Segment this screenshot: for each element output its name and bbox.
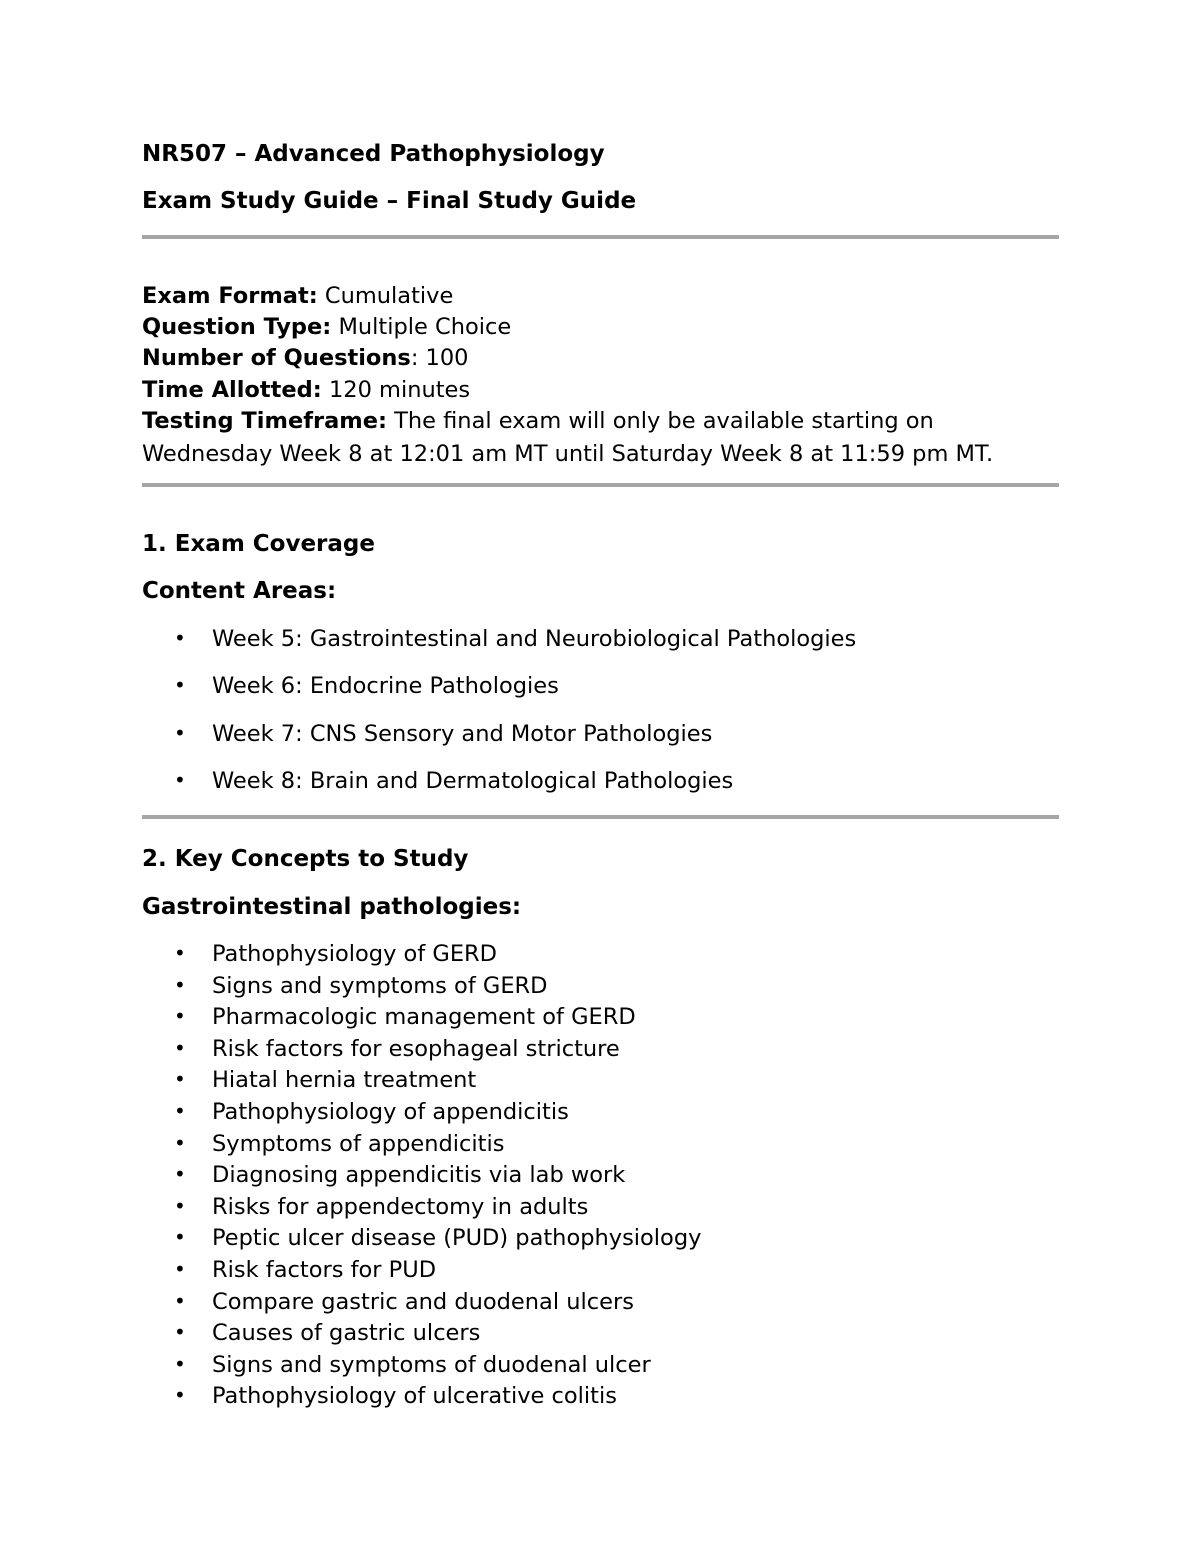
- list-item-text: Pathophysiology of GERD: [212, 941, 498, 967]
- bullet-icon: •: [174, 1351, 186, 1376]
- list-item-text: Hiatal hernia treatment: [212, 1067, 477, 1094]
- exam-format-value: Cumulative: [324, 283, 454, 309]
- bullet-icon: •: [174, 1257, 186, 1281]
- list-item-text: Pathophysiology of appendicitis: [212, 1099, 569, 1125]
- bullet-icon: •: [174, 626, 186, 650]
- testing-timeframe-label: Testing Timeframe:: [142, 408, 387, 434]
- list-item-text: Week 6: Endocrine Pathologies: [212, 673, 559, 700]
- bullet-icon: •: [174, 1162, 186, 1187]
- list-item-text: Signs and symptoms of duodenal ulcer: [212, 1351, 651, 1378]
- bullet-icon: •: [174, 1099, 186, 1123]
- bullet-icon: •: [174, 972, 186, 997]
- exam-format-line: [142, 283, 453, 309]
- list-item-text: Week 8: Brain and Dermatological Pathologies: [212, 767, 734, 794]
- horizontal-rule: [142, 235, 1059, 239]
- time-allotted-line: [142, 377, 470, 403]
- exam-format-label: Exam Format:: [142, 283, 318, 309]
- bullet-icon: •: [174, 767, 186, 792]
- list-item-text: Compare gastric and duodenal ulcers: [212, 1288, 634, 1315]
- testing-timeframe-value: The final exam will only be available starting on: [394, 408, 934, 434]
- num-questions-value: : 100: [410, 345, 469, 371]
- section-heading-key-concepts: 2. Key Concepts to Study: [142, 846, 469, 872]
- time-allotted-label: Time Allotted:: [142, 377, 322, 403]
- bullet-icon: •: [174, 1383, 186, 1408]
- list-item-text: Signs and symptoms of GERD: [212, 972, 548, 999]
- guide-title: Exam Study Guide – Final Study Guide: [142, 188, 637, 214]
- bullet-icon: •: [174, 1130, 186, 1155]
- time-allotted-value: 120 minutes: [328, 377, 471, 403]
- bullet-icon: •: [174, 1193, 186, 1218]
- section-heading-exam-coverage: 1. Exam Coverage: [142, 531, 375, 557]
- bullet-icon: •: [174, 1067, 186, 1092]
- course-title: NR507 – Advanced Pathophysiology: [142, 141, 605, 167]
- list-item-text: Risk factors for PUD: [212, 1257, 437, 1283]
- list-item-text: Diagnosing appendicitis via lab work: [212, 1162, 626, 1189]
- horizontal-rule: [142, 483, 1059, 487]
- bullet-icon: •: [174, 1288, 186, 1313]
- testing-timeframe-line-2: Wednesday Week 8 at 12:01 am MT until Saturday Week 8 at 11:59 pm MT.: [142, 441, 994, 467]
- question-type-line: [142, 314, 511, 340]
- bullet-icon: •: [174, 720, 186, 745]
- list-item-text: Week 5: Gastrointestinal and Neurobiological Pathologies: [212, 626, 857, 652]
- list-item-text: Risk factors for esophageal stricture: [212, 1035, 620, 1062]
- question-type-value: Multiple Choice: [338, 314, 512, 340]
- horizontal-rule: [142, 815, 1059, 819]
- bullet-icon: •: [174, 1225, 186, 1250]
- list-item-text: Pathophysiology of ulcerative colitis: [212, 1383, 617, 1410]
- bullet-icon: •: [174, 1035, 186, 1060]
- content-areas-subheading: Content Areas:: [142, 578, 337, 604]
- bullet-icon: •: [174, 1320, 186, 1345]
- testing-timeframe-line: [142, 408, 934, 434]
- num-questions-line: [142, 345, 469, 371]
- list-item-text: Week 7: CNS Sensory and Motor Pathologies: [212, 720, 713, 747]
- gi-pathologies-subheading: Gastrointestinal pathologies:: [142, 894, 522, 920]
- bullet-icon: •: [174, 673, 186, 698]
- bullet-icon: •: [174, 941, 186, 965]
- question-type-label: Question Type:: [142, 314, 332, 340]
- list-item-text: Risks for appendectomy in adults: [212, 1193, 589, 1220]
- bullet-icon: •: [174, 1004, 186, 1029]
- list-item-text: Symptoms of appendicitis: [212, 1130, 505, 1157]
- list-item-text: Causes of gastric ulcers: [212, 1320, 481, 1347]
- list-item-text: Pharmacologic management of GERD: [212, 1004, 636, 1031]
- list-item-text: Peptic ulcer disease (PUD) pathophysiology: [212, 1225, 702, 1252]
- num-questions-label: Number of Questions: [142, 345, 411, 371]
